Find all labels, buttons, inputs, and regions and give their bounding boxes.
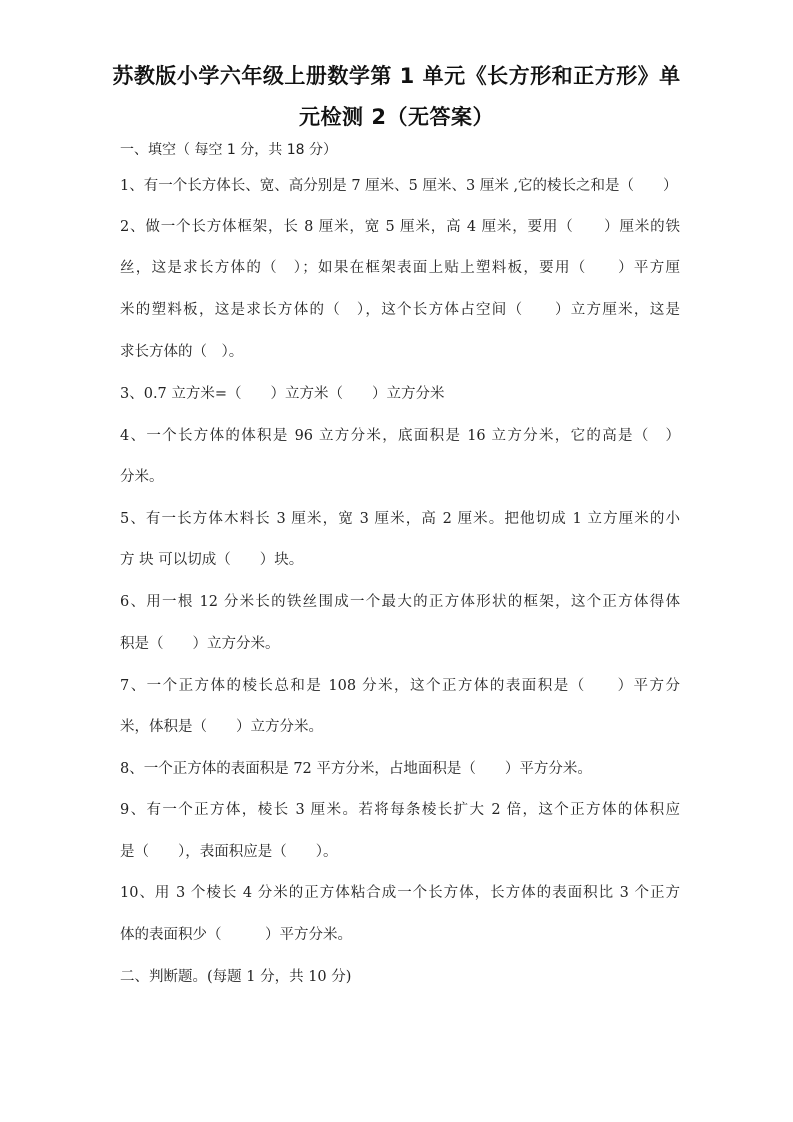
question-7-line-2: 米，体积是（ ）立方分米。 [120, 719, 323, 735]
question-2-line-2: 丝，这是求长方体的（ ）；如果在框架表面上贴上塑料板，要用（ ）平方厘 [120, 260, 680, 276]
section-2-heading: 二、判断题。(每题 1 分，共 10 分) [120, 969, 352, 985]
question-4-line-2: 分米。 [120, 469, 164, 485]
document-title-line-2: 元检测 2（无答案） [299, 105, 494, 129]
question-7-line-1: 7、一个正方体的棱长总和是 108 分米，这个正方体的表面积是（ ）平方分 [120, 678, 680, 694]
section-1-heading: 一、填空（ 每空 1 分，共 18 分） [120, 142, 337, 158]
question-9-line-1: 9、有一个正方体，棱长 3 厘米。若将每条棱长扩大 2 倍，这个正方体的体积应 [120, 802, 680, 818]
question-9-line-2: 是（ ），表面积应是（ ）。 [120, 844, 338, 860]
question-2-line-3: 米的塑料板，这是求长方体的（ ），这个长方体占空间（ ）立方厘米，这是 [120, 302, 680, 318]
question-6-line-1: 6、用一根 12 分米长的铁丝围成一个最大的正方体形状的框架，这个正方体得体 [120, 594, 680, 610]
question-5-line-1: 5、有一长方体木料长 3 厘米，宽 3 厘米，高 2 厘米。把他切成 1 立方厘米的小 [120, 511, 680, 527]
question-4-line-1: 4、一个长方体的体积是 96 立方分米，底面积是 16 立方分米，它的高是（ ） [120, 428, 680, 444]
question-5-line-2: 方 块 可以切成（ ）块。 [120, 552, 304, 568]
question-2-line-4: 求长方体的（ ）。 [120, 344, 244, 360]
question-8-line-1: 8、一个正方体的表面积是 72 平方分米，占地面积是（ ）平方分米。 [120, 761, 592, 777]
question-10-line-1: 10、用 3 个棱长 4 分米的正方体粘合成一个长方体，长方体的表面积比 3 个正方 [120, 885, 680, 901]
question-6-line-2: 积是（ ）立方分米。 [120, 636, 280, 652]
question-3-line-1: 3、0.7 立方米=（ ）立方米（ ）立方分米 [120, 386, 445, 402]
document-title-line-1: 苏教版小学六年级上册数学第 1 单元《长方形和正方形》单 [112, 64, 681, 88]
question-2-line-1: 2、做一个长方体框架，长 8 厘米，宽 5 厘米，高 4 厘米，要用（ ）厘米的铁 [120, 219, 680, 235]
question-1-line-1: 1、有一个长方体长、宽、高分别是 7 厘米、5 厘米、3 厘米 ,它的棱长之和是（ ） [120, 178, 678, 194]
question-10-line-2: 体的表面积少（ ）平方分米。 [120, 927, 352, 943]
